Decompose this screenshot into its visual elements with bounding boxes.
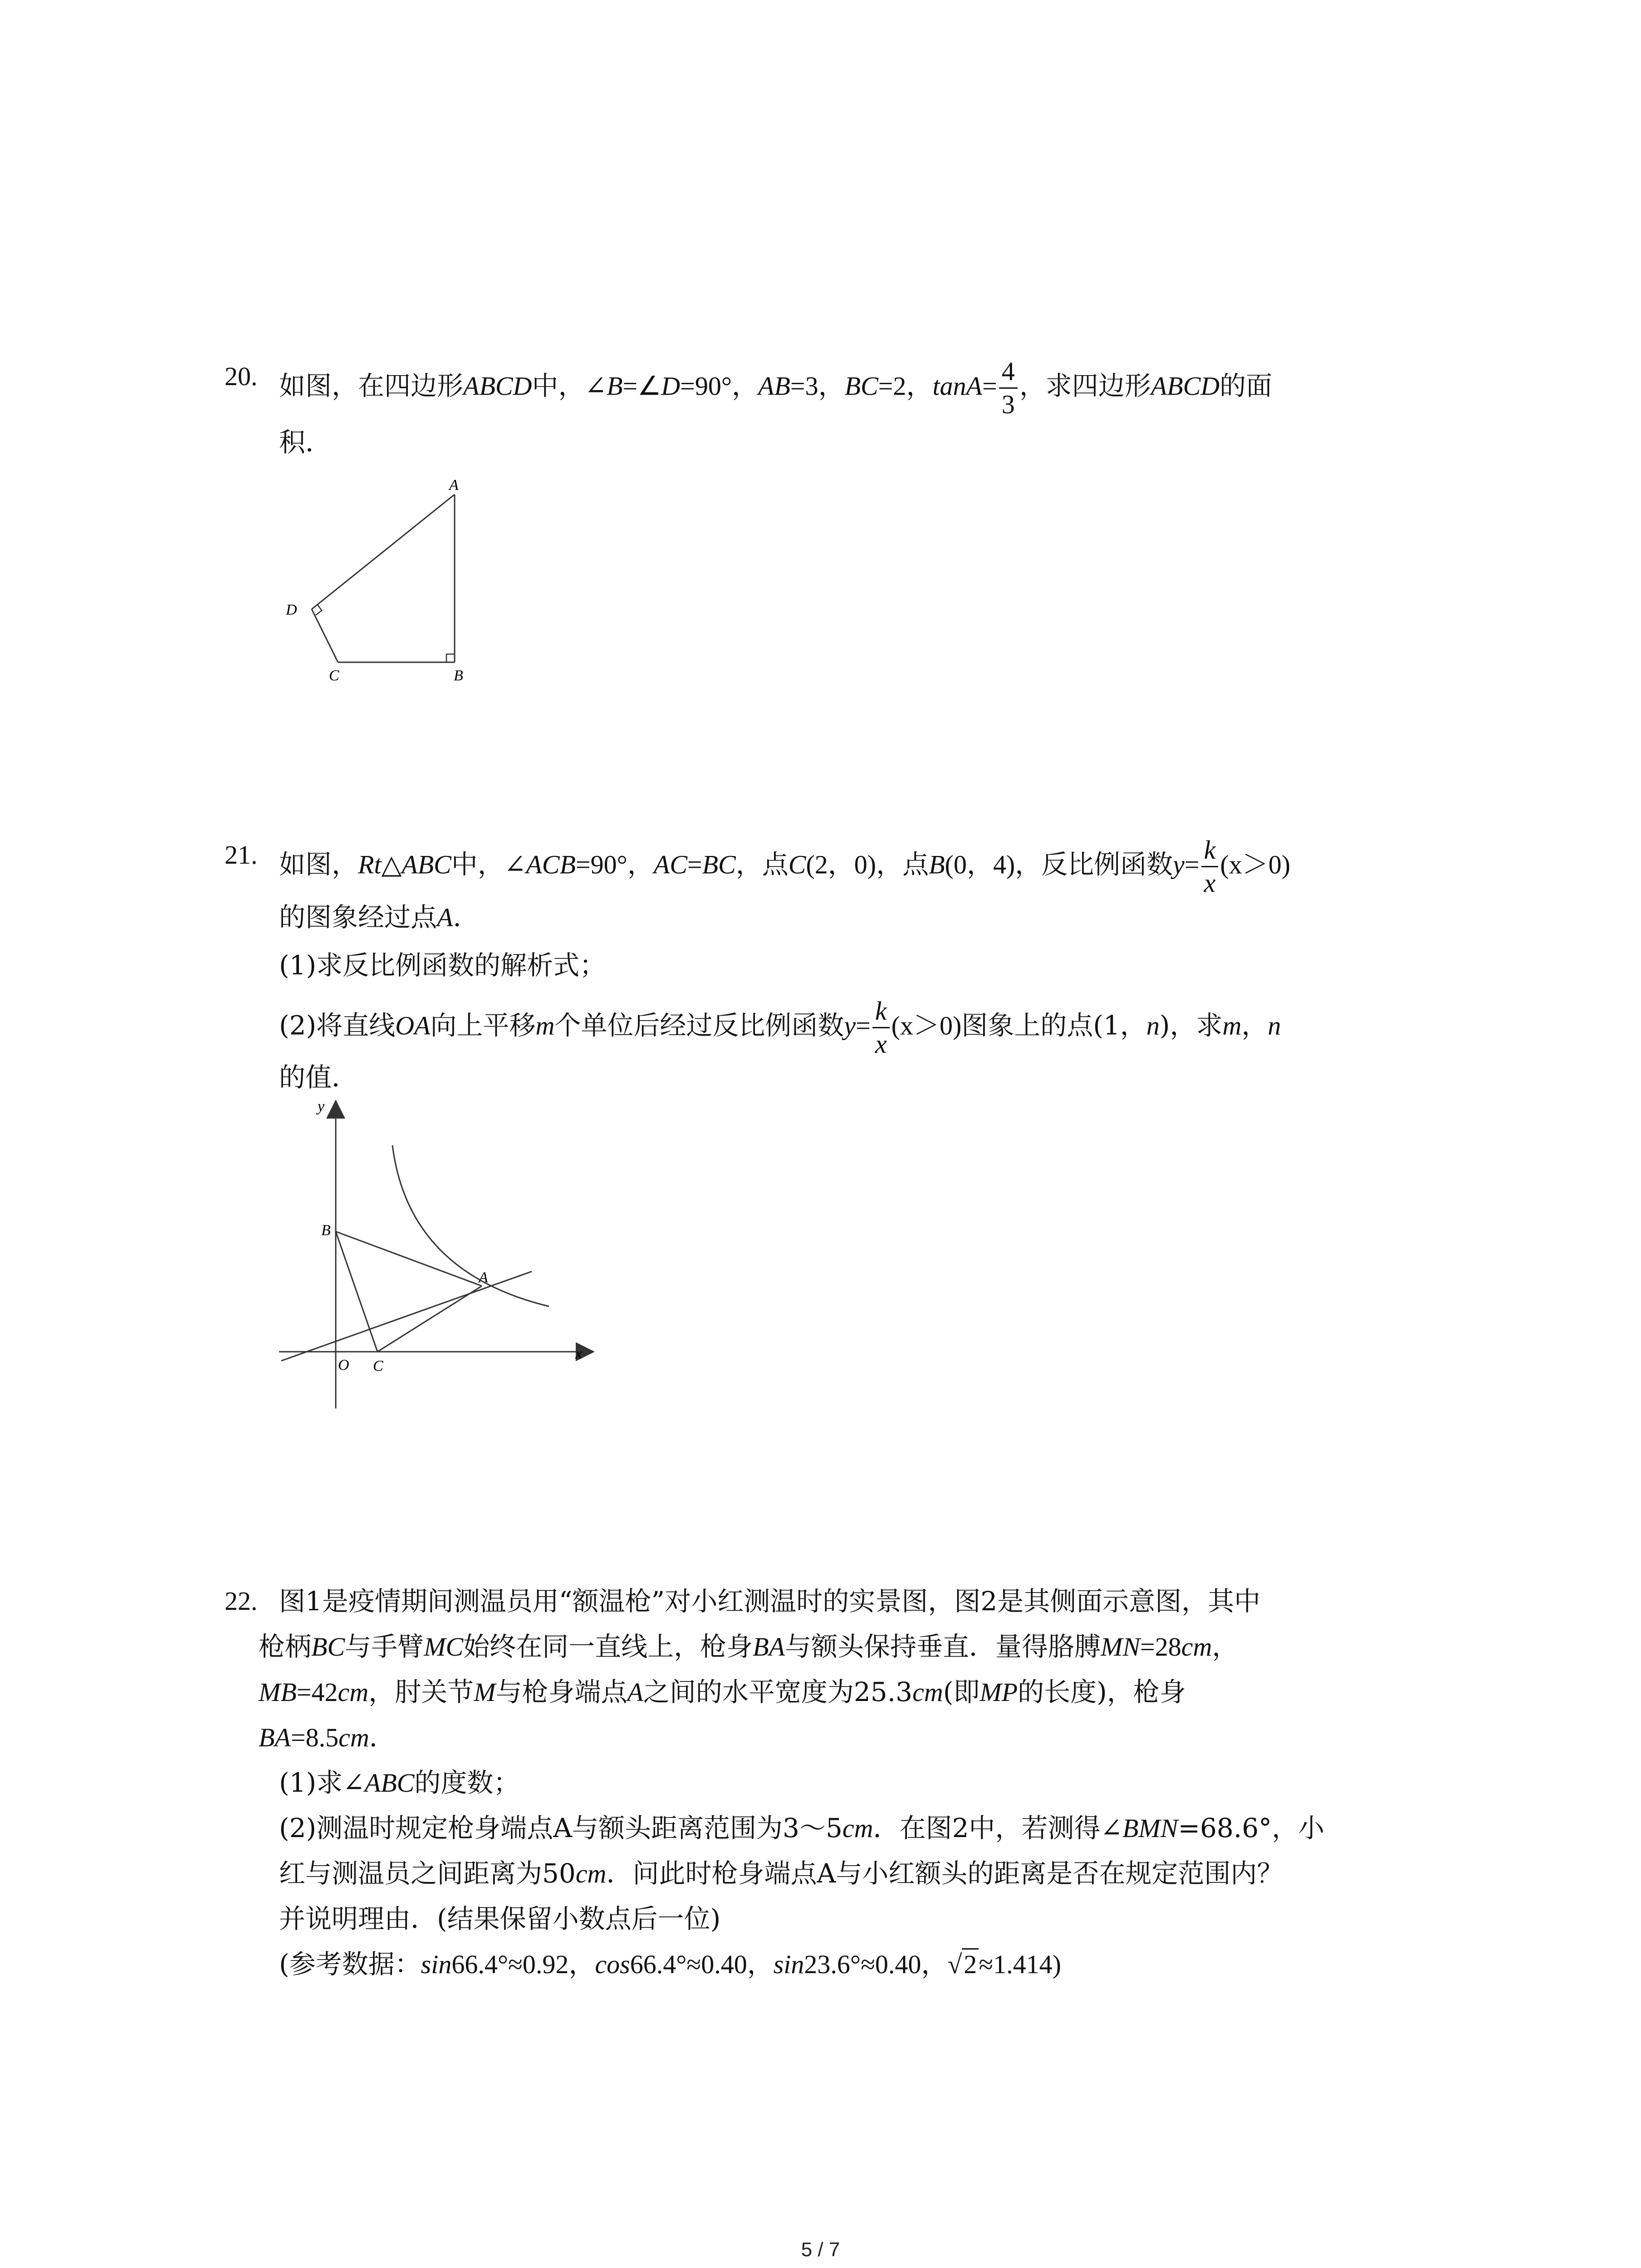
q20-right-angle-d bbox=[316, 605, 322, 615]
q22-number: 22. bbox=[225, 1586, 258, 1616]
q21-label-a: A bbox=[479, 1269, 488, 1286]
q21-label-y: y bbox=[318, 1098, 325, 1115]
q20-figure bbox=[272, 467, 508, 694]
q20-side-cd bbox=[312, 609, 338, 662]
q21-label-x: x bbox=[575, 1345, 583, 1362]
q20-fraction: $\frac{4}{3}$ bbox=[999, 358, 1018, 418]
q20-label-c: C bbox=[329, 667, 339, 684]
q20-number: 20. bbox=[225, 362, 258, 391]
q20-label-a: A bbox=[449, 477, 459, 494]
q21-line-oa bbox=[281, 1271, 532, 1361]
q21-label-b: B bbox=[321, 1222, 331, 1239]
q21-fraction-k-x-2: $\frac{k}{x}$ bbox=[872, 998, 890, 1057]
q21-segment-ca bbox=[377, 1286, 482, 1352]
q21-fraction-k-x: $\frac{k}{x}$ bbox=[1201, 837, 1219, 896]
q21-figure bbox=[272, 1095, 599, 1413]
page-number: 5 / 7 bbox=[801, 2239, 840, 2261]
q21-label-o: O bbox=[338, 1357, 349, 1374]
q21-segment-ba bbox=[336, 1232, 482, 1286]
q21-number: 21. bbox=[225, 840, 258, 870]
q22-sqrt-2: √2 bbox=[947, 1948, 979, 1979]
q20-right-angle-b bbox=[446, 654, 455, 662]
q21-label-c: C bbox=[373, 1358, 383, 1374]
q20-label-b: B bbox=[454, 667, 463, 684]
q20-label-d: D bbox=[286, 601, 297, 618]
q20-side-da bbox=[312, 494, 455, 609]
